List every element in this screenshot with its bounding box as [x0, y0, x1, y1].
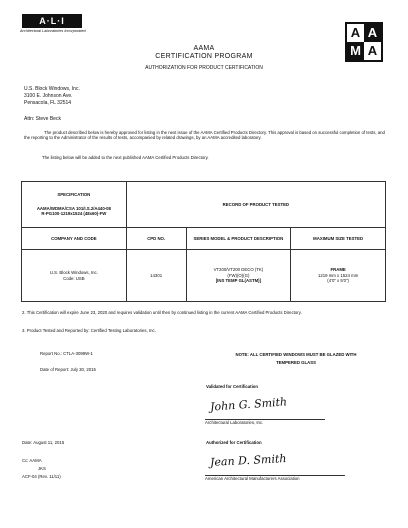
body-paragraph: The product described below is hereby approved for listing in the next issue of the AAMA Certified Products Directory. This approval is based on successful completion of tests, and the reporting to the Administrator of the results of tests, accompanied by related drawings, by an AAMA accredited laboratory. — [24, 130, 385, 141]
company-code: Code: USB — [63, 275, 85, 281]
ali-logo: A·L·I — [22, 14, 82, 28]
series-model: VT200/VT200 DECO (TK) — [213, 267, 264, 273]
validator-org: Architectural Laboratories, Inc. — [205, 420, 264, 425]
series-designation: (FW)(O)(G) — [227, 272, 250, 278]
cc-initials: JKS — [38, 466, 46, 471]
listing-paragraph: The listing below will be added to the next published AAMA Certified Products Directory. — [42, 155, 209, 160]
issue-date: Date: August 11, 2015 — [22, 440, 65, 445]
series-cell — [186, 250, 291, 302]
glazing-note: NOTE: ALL CERTIFIED WINDOWS MUST BE GLAZED WITH — [235, 352, 357, 357]
ali-tagline: Architectural Laboratories Incorporated — [20, 29, 86, 33]
specification-cell — [22, 182, 127, 228]
spec-label: SPECIFICATION — [57, 192, 91, 198]
report-number: Report No.: CTLA-3099W-1 — [40, 351, 93, 356]
aama-logo — [345, 22, 383, 62]
address-street: 3100 E. Johnson Ave. — [24, 93, 73, 99]
aama-logo-letter: M — [347, 42, 364, 60]
spec-value-2: R-PG100-1219x1524 (48x60)-FW — [41, 211, 107, 217]
company-cell — [22, 250, 127, 302]
expiration-note: 2. This Certification will expire June 23, 2020 and requires validation until then by continued listing in the current AAMA Certified Products Directory. — [22, 310, 302, 315]
header-authorization: AUTHORIZATION FOR PRODUCT CERTIFICATION — [145, 65, 263, 71]
aama-logo-letter: A — [350, 25, 361, 40]
glazing-note: TEMPERED GLASS — [276, 360, 316, 365]
validator-signature: John G. Smith — [209, 395, 288, 414]
authorizer-org: American Architectural Manufacturers Association — [205, 476, 300, 481]
size-label: FRAME — [330, 267, 346, 273]
validated-label: Validated for Certification — [206, 384, 259, 389]
report-date: Date of Report: July 30, 2015 — [40, 367, 96, 372]
record-table — [21, 181, 386, 302]
column-header: MAXIMUM SIZE TESTED — [291, 228, 386, 250]
column-header: CPD NO. — [126, 228, 186, 250]
series-glazing: [INS TEMP GL(ASTM)] — [215, 278, 262, 284]
form-number: ACF-04 (Rev. 11/11) — [22, 474, 61, 479]
size-cell — [291, 250, 386, 302]
attention-line: Attn: Steve Beck — [24, 116, 61, 122]
cpd-number: 14301 — [126, 250, 186, 302]
size-metric: 1219 mm x 1524 mm — [317, 272, 359, 278]
column-header: COMPANY AND CODE — [22, 228, 127, 250]
aama-logo-letter: A — [364, 24, 381, 42]
column-header: SERIES MODEL & PRODUCT DESCRIPTION — [186, 228, 291, 250]
spec-value-1: AAMA/WDMA/CSA 101/I.S.2/A440-08 — [36, 205, 111, 211]
aama-logo-letter: A — [367, 43, 378, 58]
tested-by-note: 3. Product Tested and Reported by: Certified Testing Laboratories, Inc. — [22, 328, 156, 333]
size-imperial: (4'0" x 5'0") — [327, 278, 349, 284]
address-company: U.S. Block Windows, Inc. — [24, 86, 80, 92]
address-city: Pensacola, FL 32514 — [24, 100, 72, 106]
header-aama: AAMA — [193, 45, 215, 52]
record-label: RECORD OF PRODUCT TESTED — [126, 182, 385, 228]
company-name: U.S. Block Windows, Inc. — [49, 270, 98, 276]
header-program: CERTIFICATION PROGRAM — [155, 53, 253, 60]
cc-line: Cc: AAMA — [22, 458, 42, 463]
authorizer-signature: Jean D. Smith — [209, 452, 287, 469]
authorized-label: Authorized for Certification — [206, 440, 262, 445]
